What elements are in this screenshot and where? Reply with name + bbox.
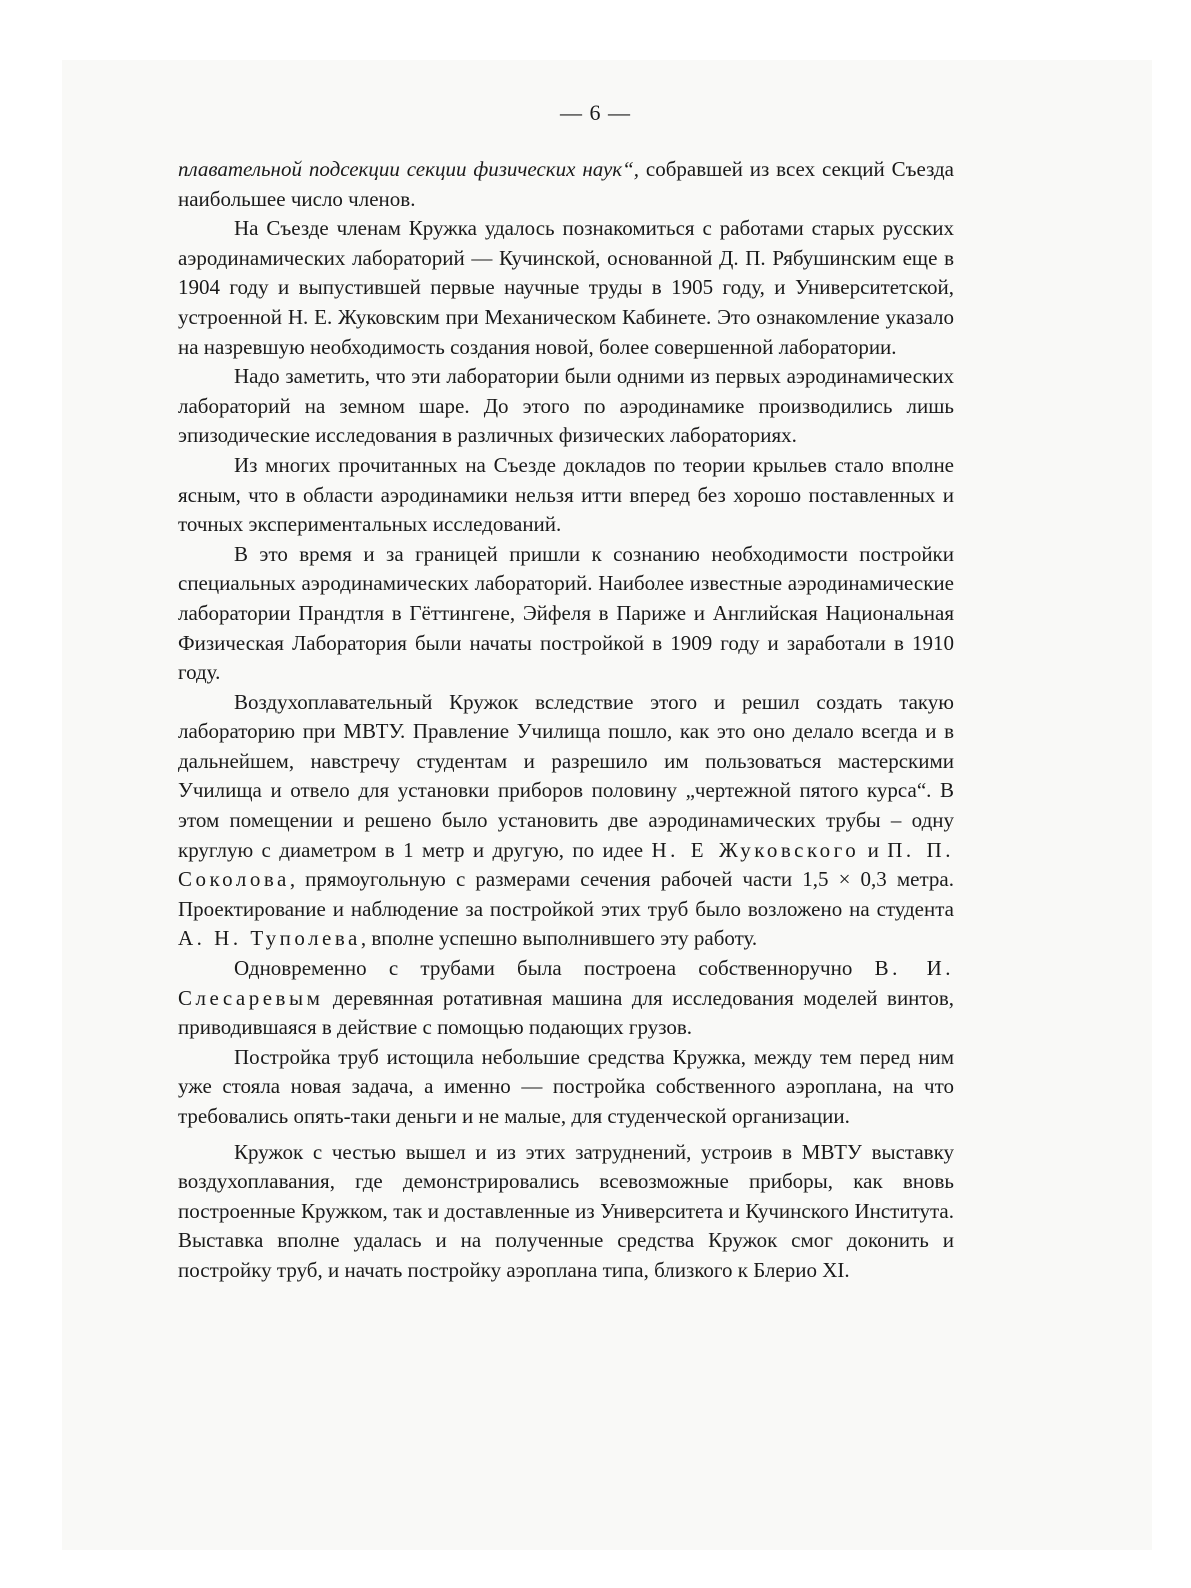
- paragraph-9: Кружок с честью вышел и из этих затруднений, устроив в МВТУ выставку воздухоплавания, где демонстрировались всевозможные приборы, как вновь построенные Кружком, так и доставленные из Университета и Кучинского Института. Выставка вполне удалась и на полученные средства Кружок смог доконить и постройку труб, и начать постройку аэроплана типа, близкого к Блерио XI.: [178, 1139, 954, 1282]
- paragraph-3: Надо заметить, что эти лаборатории были одними из первых аэродинамических лабораторий на земном шаре. До этого по аэродинамике производились лишь эпизодические исследования в различных физических лабораториях.: [178, 364, 954, 448]
- paragraph-7-part-1: Одновременно с трубами была построена собственноручно: [234, 956, 875, 981]
- body-text: [178, 155, 954, 1286]
- paragraph-6: [178, 688, 954, 954]
- paragraph-2: На Съезде членам Кружка удалось познакомиться с работами старых русских аэродинамических лабораторий — Кучинской, основанной Д. П. Рябушинским еще в 1904 году и выпустившей первые научные труды в 1905 году, и Университетской, устроенной Н. Е. Жуковским при Механическом Кабинете. Это ознакомление указало на назревшую необходимость создания новой, более совершенной лаборатории.: [178, 216, 954, 359]
- paragraph-6-part-4: , вполне успешно выполнившего эту работу.: [360, 926, 758, 951]
- page-number: — 6 —: [560, 100, 631, 125]
- paragraph-5: В это время и за границей пришли к сознанию необходимости постройки специальных аэродинамических лабораторий. Наиболее известные аэродинамические лаборатории Прандтля в Гёттингене, Эйфеля в Париже и Английская Национальная Физическая Лаборатория были начаты постройкой в 1909 году и заработали в 1910 году.: [178, 541, 954, 685]
- name-tupolev: А. Н. Туполева: [178, 926, 361, 951]
- paragraph-6-part-1: Воздухоплавательный Кружок вследствие этого и решил создать такую лабораторию при МВТУ. Правление Училища пошло, как это оно делало всегда и в дальнейшем, навстречу студентам и разрешило им пользоваться мастерскими Училища и отвело для установки приборов половину „чертежной пятого курса“. В этом помещении и решено было установить две аэродинамических трубы – одну круглую с диаметром в 1 метр и другую, по идее: [178, 689, 954, 862]
- paragraph-4: Из многих прочитанных на Съезде докладов по теории крыльев стало вполне ясным, что в области аэродинамики нельзя итти вперед без хорошо поставленных и точных экспериментальных исследований.: [178, 452, 954, 537]
- paragraph-1-rest: собравшей из всех секций Съезда наибольшее число членов.: [178, 157, 955, 211]
- paragraph-1: [178, 155, 954, 214]
- paragraph-6-part-2: и: [859, 837, 888, 862]
- paragraph-7: [178, 954, 954, 1043]
- name-sokolov: П. П. Соколова: [178, 837, 954, 892]
- name-slesarev: В. И. Слесаревым: [178, 956, 954, 1010]
- name-zhukovsky: Н. Е Жуковского: [651, 837, 860, 862]
- paragraph-6-part-3: , прямоугольную с размерами сечения рабочей части 1,5 × 0,3 метра. Проектирование и наблюдение за постройкой этих труб было возложено на студента: [178, 867, 954, 921]
- paragraph-7-part-2: деревянная ротативная машина для исследования моделей винтов, приводившаяся в действие с помощью подающих грузов.: [178, 985, 954, 1040]
- paragraph-8: Постройка труб истощила небольшие средства Кружка, между тем перед ним уже стояла новая задача, а именно — постройка собственного аэроплана, на что требовались опять-таки деньги и не малые, для студенческой организации.: [178, 1044, 954, 1128]
- italic-lead: плавательной подсекции секции физических наук“,: [178, 157, 640, 181]
